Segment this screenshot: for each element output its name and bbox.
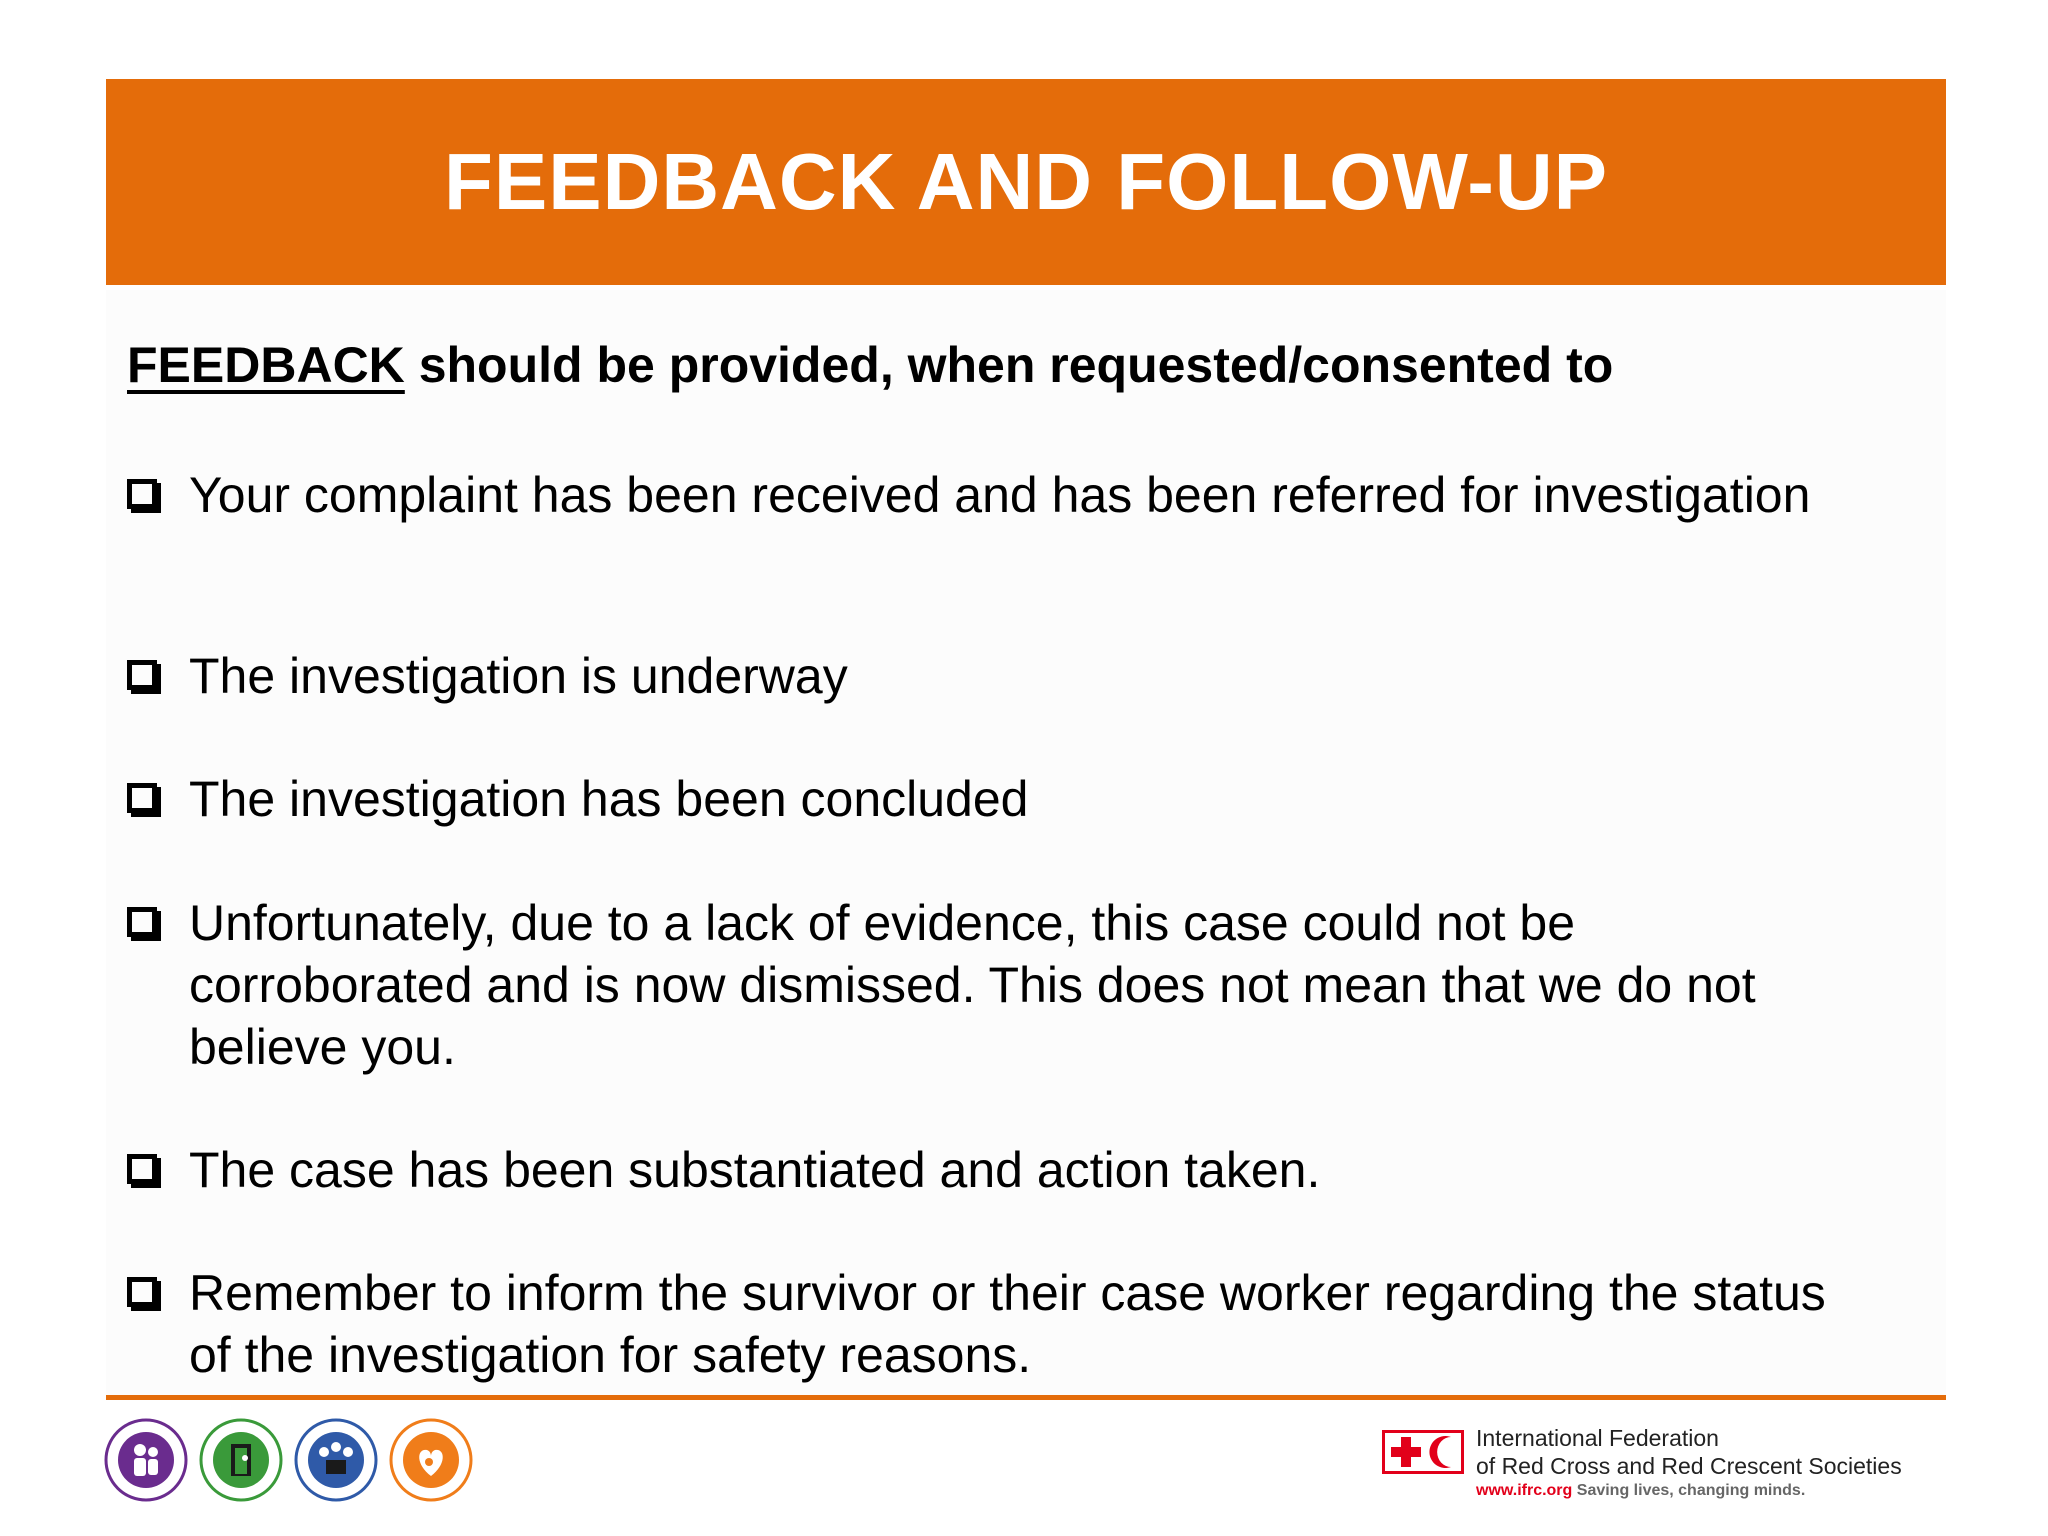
subtitle-rest: should be provided, when requested/consented to [404, 337, 1614, 393]
checkbox-icon [127, 907, 157, 937]
bullet-item [127, 645, 1827, 707]
bullet-text: The case has been substantiated and action taken. [189, 1142, 1321, 1198]
org-tagline-row [1476, 1480, 1902, 1502]
bullet-item [127, 892, 1827, 1078]
safety-icon [389, 1418, 473, 1502]
checkbox-icon [127, 479, 157, 509]
checkbox-icon [127, 783, 157, 813]
red-cross-crescent-icon [1382, 1430, 1464, 1474]
bullet-item [127, 768, 1827, 830]
checkbox-icon [127, 660, 157, 690]
org-url: www.ifrc.org [1476, 1482, 1573, 1499]
bullet-text: Remember to inform the survivor or their case worker regarding the status of the investigation for safety reasons. [189, 1265, 1826, 1383]
checkbox-icon [127, 1277, 157, 1307]
principle-logos [104, 1418, 473, 1502]
checkbox-icon [127, 1154, 157, 1184]
bullet-text: The investigation is underway [189, 648, 848, 704]
bullet-item [127, 1262, 1827, 1386]
bullet-text: Your complaint has been received and has been referred for investigation [189, 467, 1811, 523]
slide-body [106, 290, 1946, 1400]
org-name-line1: International Federation [1476, 1425, 1719, 1451]
bullet-item [127, 464, 1827, 526]
access-icon [199, 1418, 283, 1502]
slide-subtitle [127, 336, 1613, 394]
bullet-text: The investigation has been concluded [189, 771, 1029, 827]
footer-divider [106, 1395, 1946, 1400]
ifrc-logo [1382, 1424, 1902, 1502]
org-name-line2: of Red Cross and Red Crescent Societies [1476, 1453, 1902, 1479]
ifrc-text-block [1476, 1424, 1902, 1502]
bullet-item [127, 1139, 1827, 1201]
org-tagline: Saving lives, changing minds. [1576, 1482, 1806, 1499]
dignity-icon [104, 1418, 188, 1502]
bullet-text: Unfortunately, due to a lack of evidence, this case could not be corroborated and is now dismissed. This does not mean that we do not believe you. [189, 895, 1756, 1075]
subtitle-underlined: FEEDBACK [127, 337, 405, 393]
slide-title: FEEDBACK AND FOLLOW-UP [444, 137, 1608, 226]
title-banner [106, 79, 1946, 285]
participation-icon [294, 1418, 378, 1502]
